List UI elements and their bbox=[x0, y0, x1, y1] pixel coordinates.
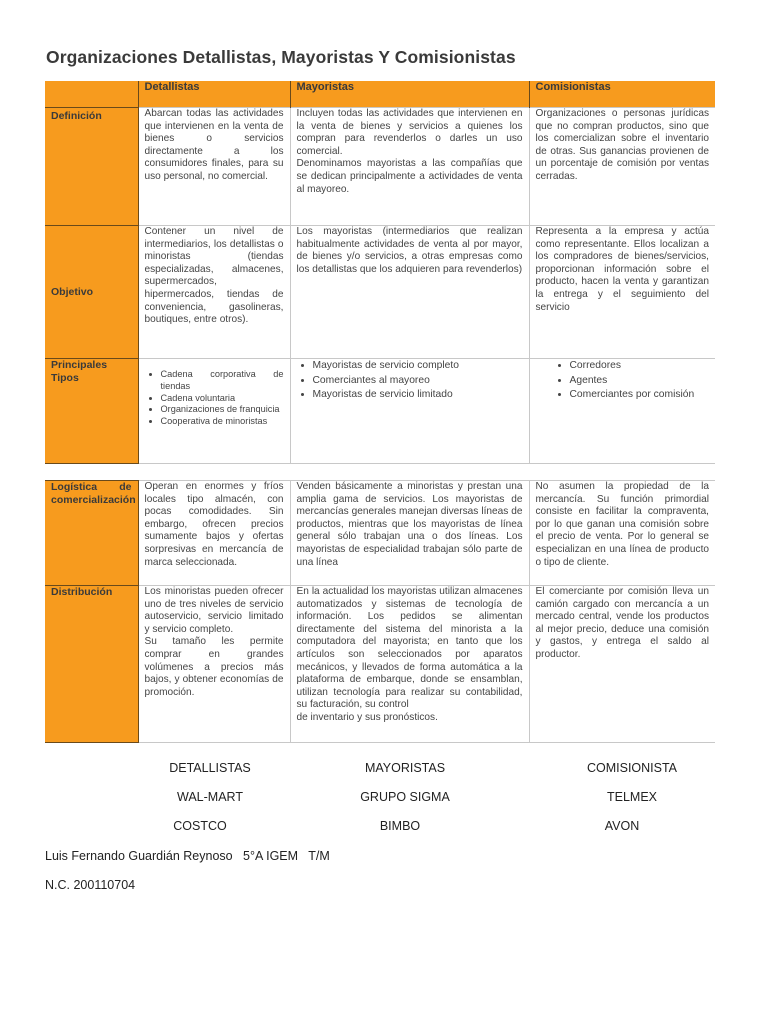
header-detallistas: Detallistas bbox=[138, 81, 290, 108]
cell-definicion-detallistas: Abarcan todas las actividades que intervienen en la venta de bienes o servicios directamente a los consumidores finales, para su uso personal, no comercial. bbox=[138, 108, 290, 226]
row-logistica bbox=[45, 481, 715, 586]
page-title: Organizaciones Detallistas, Mayoristas Y Comisionistas bbox=[46, 47, 516, 67]
cell-objetivo-comisionistas: Representa a la empresa y actúa como representante. Ellos localizan a los compradores de bienes/servicios, proporcionan información sobre el producto, hacen la venta y garantizan la entrega y el seguimiento del servicio bbox=[529, 226, 715, 359]
cell-logistica-mayoristas: Venden básicamente a minoristas y prestan una amplia gama de servicios. Los mayoristas de mercancías generales manejan diversas líneas de productos, mientras que los mayoristas de línea general sólo trabajan una o dos líneas. Los mayoristas de especialidad trabajan sólo parte de una línea bbox=[290, 481, 529, 586]
row-distribucion bbox=[45, 586, 715, 743]
list-item: • Organizaciones de franquicia bbox=[161, 404, 284, 416]
cell-text: En la actualidad los mayoristas utilizan almacenes automatizados y sistemas de tecnología de información. Los pedidos se alimentan directamente del sistema del minorista a la computadora del mayorista; en tanto que los artículos son seleccionados por aparatos mecánicos, y llevados de forma automática a la plataforma de embarque, donde se ensamblan, utilizan tecnología para realizar su contabilidad, su facturación, su control bbox=[296, 586, 523, 711]
cell-distribucion-mayoristas bbox=[290, 586, 529, 743]
cell-distribucion-detallistas bbox=[138, 586, 290, 743]
row-label-tipos: Principales Tipos bbox=[45, 359, 138, 464]
row-tipos bbox=[45, 359, 715, 464]
companies-header-comisionista: COMISIONISTA bbox=[586, 761, 678, 775]
footer-author: Luis Fernando Guardián Reynoso 5°A IGEM T/M bbox=[45, 849, 330, 863]
companies-header-detallistas: DETALLISTAS bbox=[169, 761, 251, 775]
cell-logistica-comisionistas: No asumen la propiedad de la mercancía. Su función primordial consiste en facilitar la compraventa, por lo que ganan una comisión sobre el precio de venta. Por lo general se especializan en una línea de producto o tipo de cliente. bbox=[529, 481, 715, 586]
cell-text: Denominamos mayoristas a las compañías que se dedican principalmente a actividades de venta al mayoreo. bbox=[296, 158, 523, 195]
list-tipos-mayoristas bbox=[297, 359, 523, 403]
row-objetivo bbox=[45, 226, 715, 359]
cell-text: Los minoristas pueden ofrecer uno de tres niveles de servicio autoservicio, servicio limitado y servicio completo. bbox=[144, 586, 284, 635]
list-item: • Comerciantes al mayoreo bbox=[313, 374, 523, 389]
cell-tipos-comisionistas bbox=[529, 359, 715, 464]
cell-definicion-mayoristas bbox=[290, 108, 529, 226]
list-tipos-detallistas bbox=[145, 369, 284, 428]
cell-tipos-detallistas bbox=[138, 359, 290, 464]
cell-text: de inventario y sus pronósticos. bbox=[296, 711, 438, 723]
list-item: • Mayoristas de servicio completo bbox=[313, 359, 523, 374]
company-walmart: WAL-MART bbox=[177, 790, 243, 804]
row-label-definicion: Definición bbox=[45, 108, 138, 226]
list-item: • Cooperativa de minoristas bbox=[161, 416, 284, 428]
cell-tipos-mayoristas bbox=[290, 359, 529, 464]
table-header-row bbox=[45, 81, 715, 108]
row-definicion bbox=[45, 108, 715, 226]
row-label-objetivo: Objetivo bbox=[45, 226, 138, 359]
company-telmex: TELMEX bbox=[606, 790, 657, 804]
footer-control-number: N.C. 200110704 bbox=[45, 878, 136, 892]
company-costco: COSTCO bbox=[173, 819, 227, 833]
companies-header-mayoristas: MAYORISTAS bbox=[364, 761, 446, 775]
list-item: • Cadena voluntaria bbox=[161, 393, 284, 405]
header-empty bbox=[45, 81, 138, 108]
list-item: • Mayoristas de servicio limitado bbox=[313, 388, 523, 403]
cell-text: Incluyen todas las actividades que intervienen en la venta de bienes y servicios a quienes los compran para revenderlos o darles un uso comercial. bbox=[296, 108, 523, 157]
header-mayoristas: Mayoristas bbox=[290, 81, 529, 108]
list-tipos-comisionistas bbox=[536, 359, 710, 403]
row-label-logistica: Logística de comercialización bbox=[45, 481, 138, 586]
cell-definicion-comisionistas: Organizaciones o personas jurídicas que no compran productos, sino que los comercializan sobre el inventario de otras. Sus ganancias provienen de un porcentaje de comisión por ventas cerradas. bbox=[529, 108, 715, 226]
cell-text: Su tamaño les permite comprar en grandes volúmenes a precios más bajos, y obtener economías de promoción. bbox=[144, 636, 284, 698]
company-bimbo: BIMBO bbox=[379, 819, 421, 833]
list-item: • Cadena corporativa de tiendas bbox=[161, 369, 284, 393]
cell-objetivo-mayoristas: Los mayoristas (intermediarios que realizan habitualmente actividades de venta al por mayor, de bienes y/o servicios, a otras empresas como los detallistas que los adquieren para revenderlos) bbox=[290, 226, 529, 359]
list-item: • Corredores bbox=[570, 359, 710, 374]
header-comisionistas: Comisionistas bbox=[529, 81, 715, 108]
list-item: • Comerciantes por comisión bbox=[570, 388, 710, 403]
comparison-table-top bbox=[45, 81, 715, 464]
list-item: • Agentes bbox=[570, 374, 710, 389]
cell-distribucion-comisionistas: El comerciante por comisión lleva un camión cargado con mercancía a un mercado central, vende los productos al mejor precio, deduce una comisión y gastos, y entrega el saldo al productor. bbox=[529, 586, 715, 743]
cell-logistica-detallistas: Operan en enormes y fríos locales tipo almacén, con pocas comodidades. Sin embargo, ofrecen precios sumamente bajos y ofertas sorpresivas en mercancía de marca seleccionada. bbox=[138, 481, 290, 586]
company-avon: AVON bbox=[604, 819, 640, 833]
comparison-table-bottom bbox=[45, 480, 715, 743]
cell-objetivo-detallistas: Contener un nivel de intermediarios, los detallistas o minoristas (tiendas especializadas, almacenes, supermercados, hipermercados, tiendas de conveniencia, gasolineras, boutiques, entre otros). bbox=[138, 226, 290, 359]
row-label-distribucion: Distribución bbox=[45, 586, 138, 743]
company-grupo-sigma: GRUPO SIGMA bbox=[360, 790, 450, 804]
